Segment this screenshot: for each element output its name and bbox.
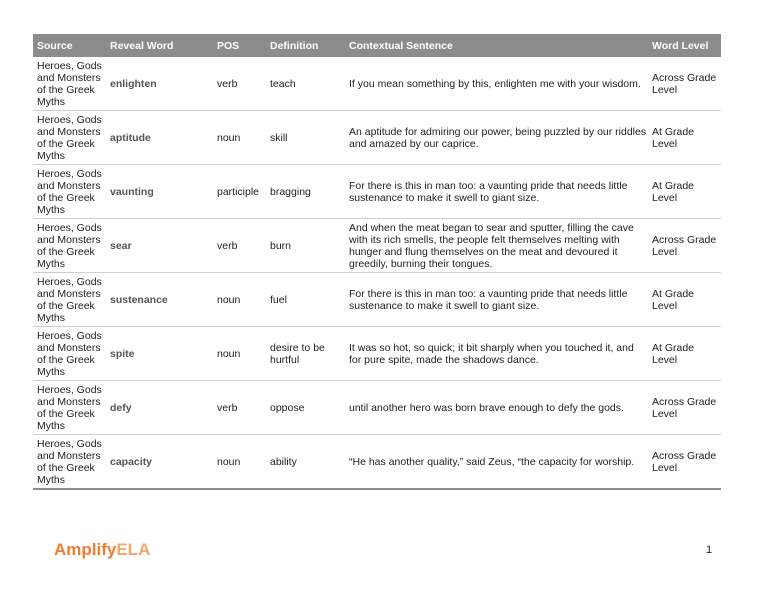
cell-contextual-sentence: until another hero was born brave enough to defy the gods. [345,381,648,435]
cell-pos: verb [213,57,266,111]
cell-word-level: Across Grade Level [648,381,721,435]
table-row [33,111,721,165]
cell-contextual-sentence: If you mean something by this, enlighten me with your wisdom. [345,57,648,111]
cell-reveal-word: vaunting [106,165,213,219]
column-header-definition: Definition [266,34,345,57]
column-header-pos: POS [213,34,266,57]
cell-definition: fuel [266,273,345,327]
cell-contextual-sentence: “He has another quality,” said Zeus, “the capacity for worship. [345,435,648,490]
cell-contextual-sentence: For there is this in man too: a vaunting pride that needs little sustenance to make it swell to giant size. [345,165,648,219]
cell-definition: teach [266,57,345,111]
cell-word-level: At Grade Level [648,165,721,219]
table-row [33,219,721,273]
cell-contextual-sentence: And when the meat began to sear and sputter, filling the cave with its rich smells, the people felt themselves melting with hunger and flung themselves on the meat and devoured it greedily, burning their tongues. [345,219,648,273]
column-header-contextual-sentence: Contextual Sentence [345,34,648,57]
table-row [33,57,721,111]
amplify-ela-logo [54,540,150,560]
cell-reveal-word: enlighten [106,57,213,111]
vocabulary-table [33,34,721,490]
logo-text-ela: ELA [116,540,151,559]
cell-pos: noun [213,273,266,327]
cell-pos: participle [213,165,266,219]
cell-pos: noun [213,327,266,381]
cell-contextual-sentence: It was so hot, so quick; it bit sharply when you touched it, and for pure spite, made the shadows dance. [345,327,648,381]
cell-word-level: Across Grade Level [648,219,721,273]
column-header-source: Source [33,34,106,57]
cell-pos: verb [213,381,266,435]
cell-contextual-sentence: An aptitude for admiring our power, being puzzled by our riddles and amazed by our caprice. [345,111,648,165]
table-row [33,165,721,219]
cell-reveal-word: capacity [106,435,213,490]
cell-reveal-word: defy [106,381,213,435]
cell-reveal-word: spite [106,327,213,381]
cell-pos: noun [213,111,266,165]
cell-source: Heroes, Gods and Monsters of the Greek Myths [33,57,106,111]
cell-source: Heroes, Gods and Monsters of the Greek Myths [33,219,106,273]
table-row [33,381,721,435]
table-row [33,435,721,490]
logo-text-amplify: Amplify [54,540,117,559]
table-row [33,273,721,327]
column-header-word-level: Word Level [648,34,721,57]
cell-source: Heroes, Gods and Monsters of the Greek Myths [33,273,106,327]
cell-definition: desire to be hurtful [266,327,345,381]
cell-reveal-word: sear [106,219,213,273]
cell-source: Heroes, Gods and Monsters of the Greek Myths [33,327,106,381]
cell-source: Heroes, Gods and Monsters of the Greek Myths [33,165,106,219]
cell-pos: noun [213,435,266,490]
cell-source: Heroes, Gods and Monsters of the Greek Myths [33,111,106,165]
cell-definition: skill [266,111,345,165]
cell-definition: burn [266,219,345,273]
cell-definition: ability [266,435,345,490]
cell-source: Heroes, Gods and Monsters of the Greek Myths [33,381,106,435]
cell-contextual-sentence: For there is this in man too: a vaunting pride that needs little sustenance to make it swell to giant size. [345,273,648,327]
cell-source: Heroes, Gods and Monsters of the Greek Myths [33,435,106,490]
page-number: 1 [706,544,713,556]
cell-word-level: At Grade Level [648,327,721,381]
table-row [33,327,721,381]
column-header-reveal-word: Reveal Word [106,34,213,57]
cell-word-level: Across Grade Level [648,57,721,111]
cell-reveal-word: sustenance [106,273,213,327]
cell-pos: verb [213,219,266,273]
cell-reveal-word: aptitude [106,111,213,165]
cell-word-level: At Grade Level [648,111,721,165]
table-header-row [33,34,721,57]
cell-definition: oppose [266,381,345,435]
cell-word-level: At Grade Level [648,273,721,327]
cell-definition: bragging [266,165,345,219]
cell-word-level: Across Grade Level [648,435,721,490]
